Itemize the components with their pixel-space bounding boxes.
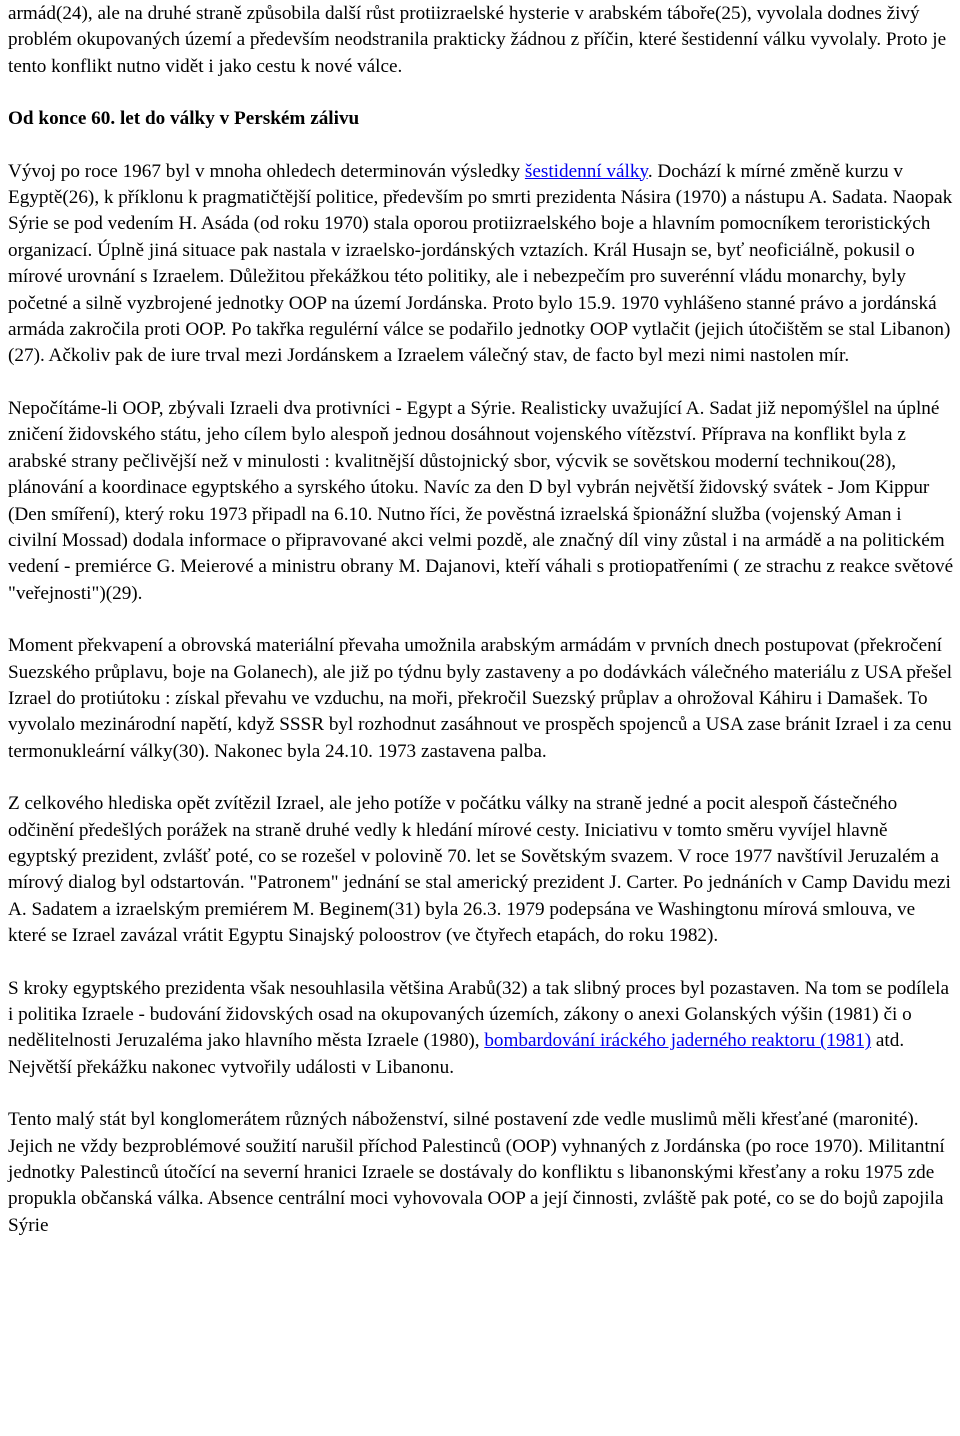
- paragraph-1: [8, 159, 954, 370]
- paragraph-2: Nepočítáme-li OOP, zbývali Izraeli dva protivníci - Egypt a Sýrie. Realisticky uvažující A. Sadat již nepomýšlel na úplné zničení židovského státu, jeho cílem bylo alespoň jednou dosáhnout vojenského vítězství. Příprava na konflikt byla z arabské strany pečlivější než v minulosti : kvalitnější důstojnický sbor, výcvik se sovětskou moderní technikou(28), plánování a koordinace egyptského a syrského útoku. Navíc za den D byl vybrán největší židovský svátek - Jom Kippur (Den smíření), který roku 1973 připadl na 6.10. Nutno říci, že pověstná izraelská špionážní služba (vojenský Aman i civilní Mossad) dodala informace o připravované akci velmi pozdě, ale značný díl viny zůstal i na armádě a na politickém vedení - premiérce G. Meierové a ministru obrany M. Dajanovi, kteří váhali s protiopatřeními ( ze strachu z reakce světové "veřejnosti")(29).: [8, 397, 954, 604]
- six-day-war-link[interactable]: šestidenní války: [524, 160, 648, 182]
- paragraph-1-text-end: . Dochází k mírné změně kurzu v Egyptě(26), k příklonu k pragmatičtější politice, především po smrti prezidenta Násira (1970) a nástupu A. Sadata. Naopak Sýrie se pod vedením H. Asáda (od roku 1970) stala oporou protiizraelského boje a hlavním pomocníkem teroristických organizací. Úplně jiná situace pak nastala v izraelsko-jordánských vztazích. Král Husajn se, byť neoficiálně, pokusil o mírové urovnání s Izraelem. Důležitou překážkou této politiky, ale i nebezpečím pro suverénní vládu monarchy, byly početné a silně vyzbrojené jednotky OOP na území Jordánska. Proto bylo 15.9. 1970 vyhlášeno stanné právo a jordánská armáda zakročila proti OOP. Po takřka regulérní válce se podařilo jednotky OOP vytlačit (jejich útočištěm se stal Libanon)(27). Ačkoliv pak de iure trval mezi Jordánskem a Izraelem válečný stav, de facto byl mezi nimi nastolen mír.: [8, 160, 953, 367]
- section-heading: Od konce 60. let do války v Perském zálivu: [8, 108, 360, 130]
- paragraph-5-text-start: S kroky egyptského prezidenta však nesouhlasila většina Arabů(32) a tak slibný proces byl pozastaven. Na tom se podílela i politika Izraele - budování židovských osad na okupovaných územích, zákony o anexi Golanských výšin (1981) či o nedělitelnosti Jeruzaléma jako hlavního města Izraele (1980),: [8, 977, 950, 1052]
- paragraph-5: [8, 976, 954, 1082]
- paragraph-1-text-start: Vývoj po roce 1967 byl v mnoha ohledech determinován výsledky: [8, 160, 525, 182]
- article-body: [8, 1, 954, 1265]
- paragraph-6: Tento malý stát byl konglomerátem různých náboženství, silné postavení zde vedle muslimů měli křesťané (maronité). Jejich ne vždy bezproblémové soužití narušil příchod Palestinců (OOP) vyhnaných z Jordánska (po roce 1970). Militantní jednotky Palestinců útočící na severní hranici Izraele se dostávaly do konfliktu s libanonskými křesťany a roku 1975 zde propukla občanská válka. Absence centrální moci vyhovovala OOP a její činnosti, zvláště pak poté, co se do bojů zapojila Sýrie: [8, 1109, 945, 1236]
- intro-paragraph: armád(24), ale na druhé straně způsobila další růst protiizraelské hysterie v arabském táboře(25), vyvolala dodnes živý problém okupovaných území a především neodstranila prakticky žádnou z příčin, které šestidenní válku vyvolaly. Proto je tento konflikt nutno vidět i jako cestu k nové válce.: [8, 3, 947, 77]
- paragraph-3: Moment překvapení a obrovská materiální převaha umožnila arabským armádám v prvních dnech postupovat (překročení Suezského průplavu, boje na Golanech), ale již po týdnu byly zastaveny a po dodávkách válečného materiálu z USA přešel Izrael do protiútoku : získal převahu ve vzduchu, na moři, překročil Suezský průplav a ohrožoval Káhiru i Damašek. To vyvolalo mezinárodní napětí, když SSSR byl rozhodnut zasáhnout ve prospěch spojenců a USA zase bránit Izrael i za cenu termonukleární války(30). Nakonec byla 24.10. 1973 zastavena palba.: [8, 635, 953, 762]
- iraqi-reactor-bombing-link[interactable]: bombardování iráckého jaderného reaktoru (1981): [484, 1030, 872, 1052]
- paragraph-4: Z celkového hlediska opět zvítězil Izrael, ale jeho potíže v počátku války na straně jedné a pocit alespoň částečného odčinění předešlých porážek na straně druhé vedly k hledání mírové cesty. Iniciativu v tomto směru vyvíjel hlavně egyptský prezident, zvlášť poté, co se rozešel v polovině 70. let se Sovětským svazem. V roce 1977 navštívil Jeruzalém a mírový dialog byl odstartován. "Patronem" jednání se stal americký prezident J. Carter. Po jednáních v Camp Davidu mezi A. Sadatem a izraelským premiérem M. Beginem(31) byla 26.3. 1979 podepsána ve Washingtonu mírová smlouva, ve které se Izrael zavázal vrátit Egyptu Sinajský poloostrov (ve čtyřech etapách, do roku 1982).: [8, 793, 951, 947]
- paragraph-5-text-end: atd. Největší překážku nakonec vytvořily události v Libanonu.: [8, 1030, 905, 1078]
